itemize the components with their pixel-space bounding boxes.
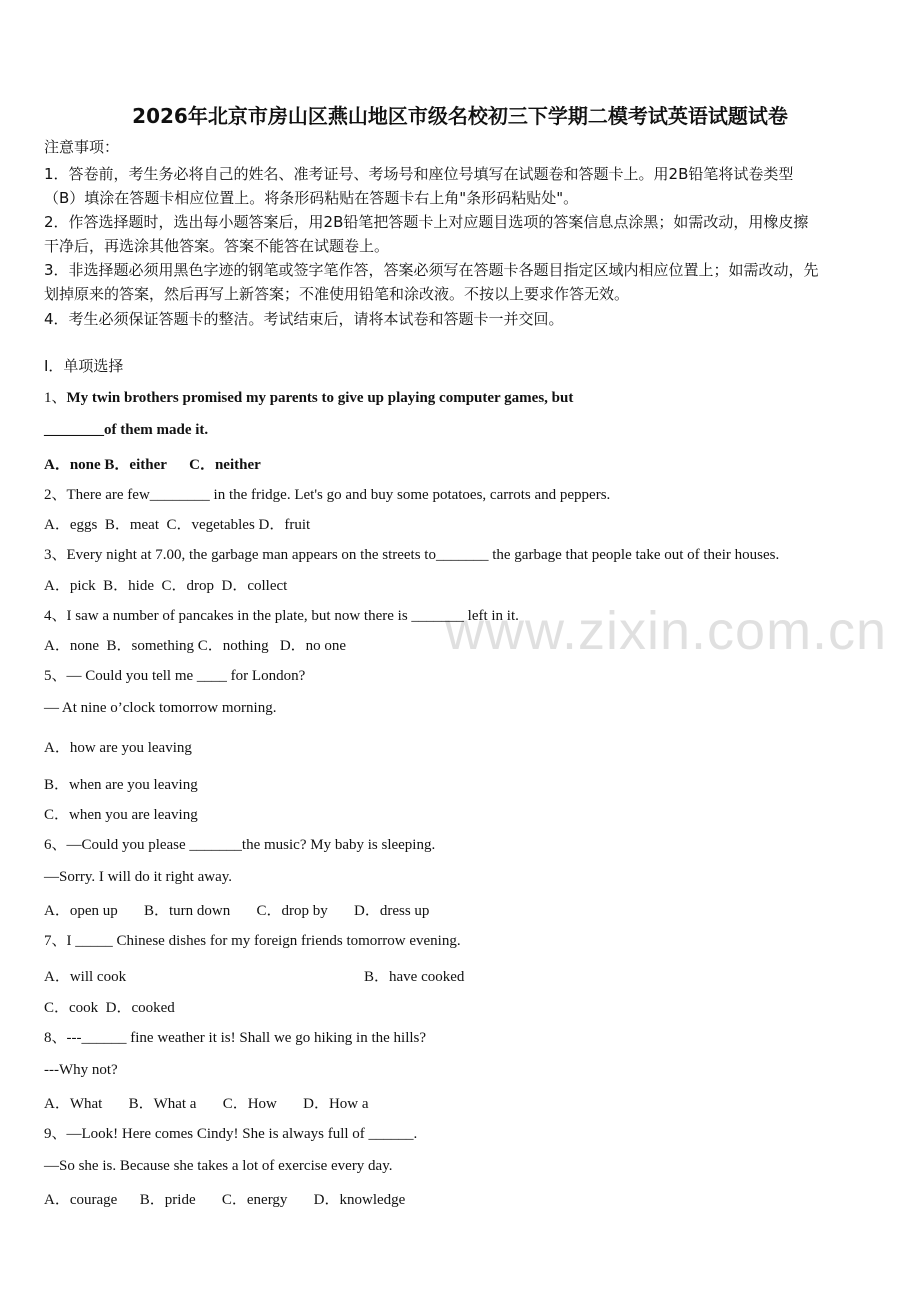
option-a: A．will cook: [44, 969, 127, 985]
options: C．cook D．cooked: [44, 1000, 175, 1016]
notice-line: 干净后，再选涂其他答案。答案不能答在试题卷上。: [44, 237, 390, 255]
question-text: ---______ fine weather it is! Shall we go hiking in the hills?: [66, 1030, 427, 1046]
question-number: 6、: [44, 837, 67, 853]
option-b: B．have cooked: [364, 969, 465, 985]
options: A．What B．What a C．How D．How a: [44, 1096, 369, 1112]
option-a: A．how are you leaving: [44, 740, 192, 756]
question-text: —Could you please _______the music? My baby is sleeping.: [66, 837, 436, 853]
dialogue-answer: —Sorry. I will do it right away.: [44, 869, 233, 885]
question-text: There are few________ in the fridge. Let's go and buy some potatoes, carrots and peppers.: [66, 487, 611, 503]
question-number: 3、: [44, 547, 67, 563]
notice-line: （B）填涂在答题卡相应位置上。将条形码粘贴在答题卡右上角"条形码粘贴处"。: [44, 189, 579, 207]
options: A．pick B．hide C．drop D．collect: [44, 578, 288, 594]
dialogue-answer: ---Why not?: [44, 1062, 118, 1078]
question-number: 8、: [44, 1030, 67, 1046]
options: A．eggs B．meat C．vegetables D．fruit: [44, 517, 311, 533]
notice-line: 3．非选择题必须用黑色字迹的钢笔或签字笔作答，答案必须写在答题卡各题目指定区域内相应位置上；如需改动，先: [44, 261, 819, 279]
question-text: I _____ Chinese dishes for my foreign friends tomorrow evening.: [66, 933, 461, 949]
page-title: 2026年北京市房山区燕山地区市级名校初三下学期二模考试英语试题试卷: [132, 104, 788, 128]
notice-line: 划掉原来的答案，然后再写上新答案；不准使用铅笔和涂改液。不按以上要求作答无效。: [44, 285, 630, 303]
question-5: [44, 664, 305, 685]
section-heading: Ⅰ．单项选择: [44, 357, 124, 375]
question-1: [44, 386, 573, 407]
options: A．none B．either C．neither: [44, 457, 261, 473]
question-number: 2、: [44, 487, 67, 503]
question-text: — Could you tell me ____ for London?: [66, 668, 306, 684]
notice-line: 2．作答选择题时，选出每小题答案后，用2B铅笔把答题卡上对应题目选项的答案信息点涂黑；如需改动，用橡皮擦: [44, 213, 809, 231]
option-b: B．when are you leaving: [44, 777, 198, 793]
question-7: [44, 929, 461, 950]
notice-line: 4．考生必须保证答题卡的整洁。考试结束后，请将本试卷和答题卡一并交回。: [44, 310, 564, 328]
dialogue-answer: —So she is. Because she takes a lot of exercise every day.: [44, 1158, 393, 1174]
question-3: [44, 543, 779, 564]
question-2: [44, 483, 610, 504]
notice-line: 1．答卷前，考生务必将自己的姓名、准考证号、考场号和座位号填写在试题卷和答题卡上。用2B铅笔将试卷类型: [44, 165, 794, 183]
question-text: My twin brothers promised my parents to give up playing computer games, but: [66, 390, 574, 406]
notice-heading: 注意事项：: [44, 138, 120, 156]
question-9: [44, 1122, 417, 1143]
question-text-continued: ________of them made it.: [44, 422, 209, 438]
question-number: 1、: [44, 390, 67, 406]
question-6: [44, 833, 435, 854]
options: A．courage B．pride C．energy D．knowledge: [44, 1192, 406, 1208]
question-text: Every night at 7.00, the garbage man appears on the streets to_______ the garbage that people take out of their houses.: [66, 547, 780, 563]
dialogue-answer: — At nine o’clock tomorrow morning.: [44, 700, 277, 716]
option-c: C．when you are leaving: [44, 807, 198, 823]
question-text: —Look! Here comes Cindy! She is always full of ______.: [66, 1126, 418, 1142]
watermark: www.zixin.com.cn: [445, 601, 888, 661]
question-number: 9、: [44, 1126, 67, 1142]
options: A．none B．something C．nothing D．no one: [44, 638, 347, 654]
question-number: 7、: [44, 933, 67, 949]
question-4: [44, 604, 519, 625]
question-8: [44, 1026, 426, 1047]
question-number: 5、: [44, 668, 67, 684]
options: A．open up B．turn down C．drop by D．dress up: [44, 903, 430, 919]
question-text: I saw a number of pancakes in the plate, but now there is _______ left in it.: [66, 608, 519, 624]
question-number: 4、: [44, 608, 67, 624]
